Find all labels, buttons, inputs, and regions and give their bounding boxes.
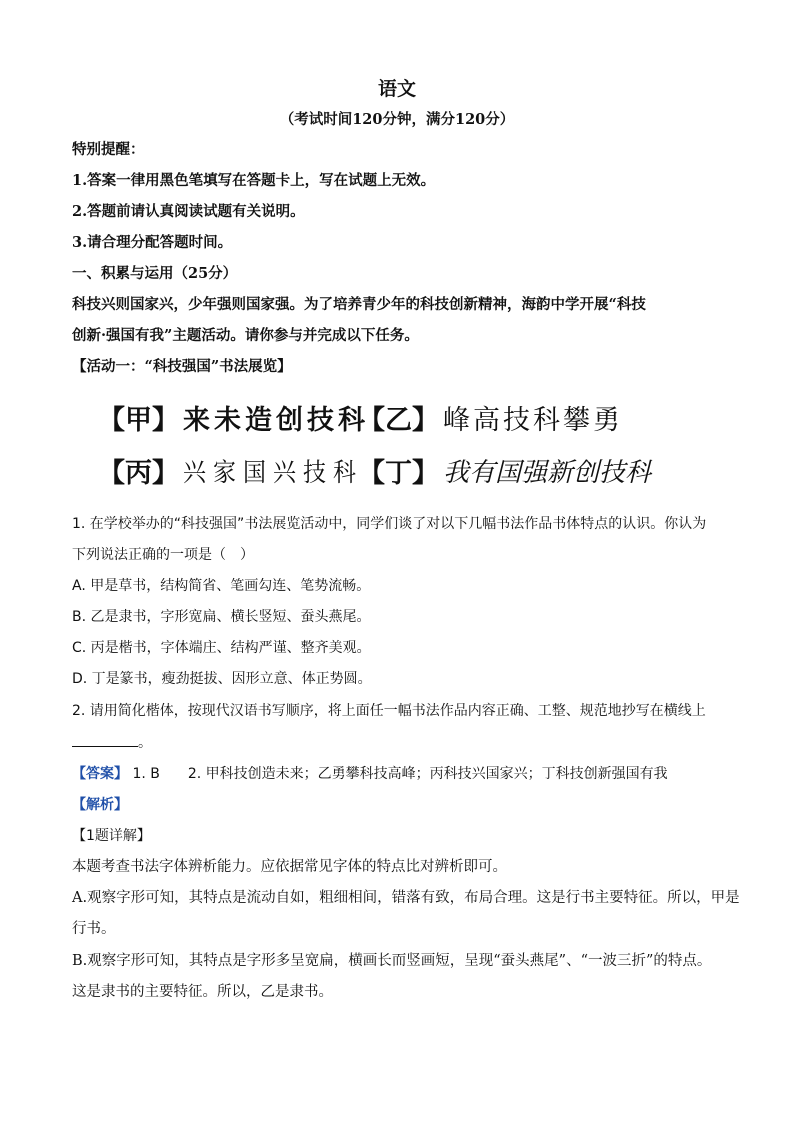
notice-item: 3.请合理分配答题时间。: [72, 234, 233, 251]
calligraphy-label: 【乙】: [358, 405, 439, 436]
calligraphy-work: 来未造创技科: [183, 405, 369, 436]
calligraphy-work: 我有国强新创技科: [443, 458, 652, 488]
analysis-subheading: 【1题详解】: [72, 828, 151, 844]
section-heading: 一、积累与运用（25分）: [72, 265, 238, 282]
analysis-line: B.观察字形可知，其特点是字形多呈宽扁，横画长而竖画短，呈现“蚕头燕尾”、“一波三折”的特点。: [72, 953, 712, 969]
calligraphy-yi: [358, 398, 623, 437]
question-2-stem: 2. 请用简化楷体，按现代汉语书写顺序，将上面任一幅书法作品内容正确、工整、规范地抄写在横线上: [72, 703, 706, 719]
calligraphy-work: 兴家国兴技科: [183, 458, 363, 488]
calligraphy-label: 【丙】: [98, 458, 179, 489]
option-c: C. 丙是楷书，字体端庄、结构严谨、整齐美观。: [72, 640, 371, 656]
question-1-stem: 1. 在学校举办的“科技强国”书法展览活动中，同学们谈了对以下几幅书法作品书体特点的认识。你认为: [72, 516, 707, 532]
notice-item: 1.答案一律用黑色笔填写在答题卡上，写在试题上无效。: [72, 172, 436, 189]
calligraphy-work: 峰高技科攀勇: [443, 405, 623, 436]
option-d: D. 丁是篆书，瘦劲挺拔、因形立意、体正势圆。: [72, 671, 372, 687]
answer-line: [72, 764, 668, 784]
question-2-blank-line: [72, 732, 152, 753]
section-intro: 创新·强国有我”主题活动。请你参与并完成以下任务。: [72, 327, 419, 344]
answer-text: 1. B 2. 甲科技创造未来；乙勇攀科技高峰；丙科技兴国家兴；丁科技创新强国有我: [132, 766, 668, 782]
analysis-line: A.观察字形可知，其特点是流动自如，粗细相间，错落有致，布局合理。这是行书主要特征。所以，甲是: [72, 890, 740, 906]
question-2-tail: 。: [138, 735, 152, 751]
calligraphy-ding: [358, 451, 651, 490]
section-intro: 科技兴则国家兴，少年强则国家强。为了培养青少年的科技创新精神，海韵中学开展“科技: [72, 296, 646, 313]
calligraphy-label: 【甲】: [98, 405, 179, 436]
analysis-line: 这是隶书的主要特征。所以，乙是隶书。: [72, 984, 333, 1000]
option-b: B. 乙是隶书，字形宽扁、横长竖短、蚕头燕尾。: [72, 609, 371, 625]
analysis-line: 行书。: [72, 921, 116, 937]
answer-blank: [72, 732, 138, 747]
question-1-stem: 下列说法正确的一项是（ ）: [72, 547, 254, 563]
notice-item: 2.答题前请认真阅读试题有关说明。: [72, 203, 305, 220]
calligraphy-bing: [98, 451, 363, 490]
calligraphy-label: 【丁】: [358, 458, 439, 489]
page-title: 语文: [377, 78, 416, 100]
analysis-line: 本题考查书法字体辨析能力。应依据常见字体的特点比对辨析即可。: [72, 859, 507, 875]
answer-tag: 【答案】: [72, 766, 128, 782]
option-a: A. 甲是草书，结构简省、笔画勾连、笔势流畅。: [72, 578, 371, 594]
activity-heading: 【活动一：“科技强国”书法展览】: [72, 358, 292, 375]
notice-heading: 特别提醒：: [72, 141, 145, 158]
analysis-tag: 【解析】: [72, 797, 128, 813]
calligraphy-jia: [98, 398, 369, 437]
exam-info: （考试时间120分钟，满分120分）: [279, 111, 515, 128]
